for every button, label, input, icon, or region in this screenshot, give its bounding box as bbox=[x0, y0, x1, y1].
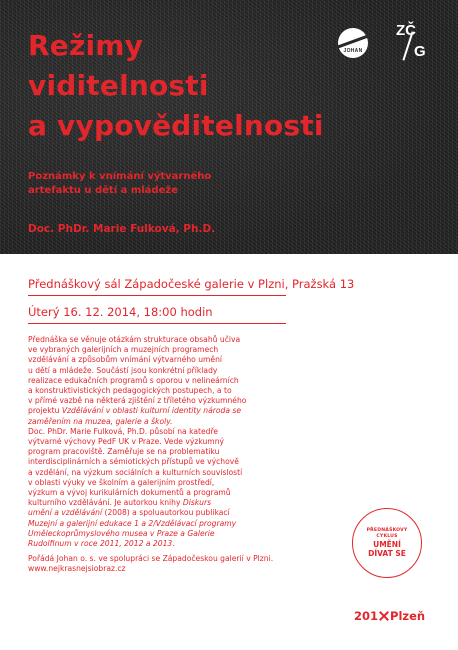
title-line-3: a vypověditelnosti bbox=[28, 109, 324, 142]
event-datetime: Úterý 16. 12. 2014, 18:00 hodin bbox=[28, 305, 213, 319]
project-prefix: projektu bbox=[28, 406, 62, 416]
event-venue: Přednáškový sál Západočeské galerie v Plzni, Pražská 13 bbox=[28, 277, 355, 291]
venue-divider bbox=[28, 295, 286, 296]
body-line: ve vybraných galerijních a muzejních programech bbox=[28, 345, 219, 355]
body-line: u dětí a mládeže. Součástí jsou konkrétní příklady bbox=[28, 365, 218, 375]
plzen-logo-city: Plzeň bbox=[390, 609, 426, 623]
datetime-divider bbox=[28, 323, 286, 324]
johan-logo-slash bbox=[337, 34, 370, 48]
poster-subtitle bbox=[28, 170, 328, 198]
project-title: Vzdělávání v oblasti kulturní identity národa se bbox=[61, 406, 242, 416]
publication-line: Uměleckoprůmyslového musea v Praze a Galerie bbox=[28, 528, 215, 538]
book-rest: (2008) a spoluautorkou publikací bbox=[102, 508, 230, 518]
lecture-series-badge bbox=[352, 508, 422, 578]
body-line: výzkum a vývoj kurikulárních dokumentů a programů bbox=[28, 488, 231, 498]
badge-line-4: DÍVAT SE bbox=[368, 549, 406, 558]
publication-line-last bbox=[28, 539, 328, 549]
badge-line-3: UMĚNÍ bbox=[373, 540, 401, 549]
publication-period: . bbox=[172, 539, 175, 549]
body-line-book bbox=[28, 498, 328, 508]
zcg-logo-bottom: G bbox=[414, 43, 426, 60]
body-line: vzdělávání a způsobům vnímání výtvarného umění bbox=[28, 355, 223, 365]
website-link[interactable]: www.nejkrasnejsiobraz.cz bbox=[28, 564, 126, 574]
title-line-2: viditelnosti bbox=[28, 69, 209, 102]
body-line-project bbox=[28, 406, 328, 416]
plzen-logo-number: 201 bbox=[354, 609, 379, 623]
body-text bbox=[28, 335, 328, 575]
body-line: interdisciplinárních a sémiotických přístupů ve výchově bbox=[28, 457, 239, 467]
body-line-book2 bbox=[28, 508, 328, 518]
body-line: Přednáška se věnuje otázkám strukturace obsahů učiva bbox=[28, 335, 241, 344]
plzen-2015-logo bbox=[354, 609, 425, 623]
subtitle-line-1: Poznámky k vnímání výtvarného bbox=[28, 171, 212, 182]
subtitle-line-2: artefaktu u dětí a mládeže bbox=[28, 185, 178, 196]
body-line: a konstruktivistických pedagogických postupech, a to bbox=[28, 386, 232, 396]
publication-line: Muzejní a galerijní edukace 1 a 2/Vzdělávací programy bbox=[28, 518, 237, 528]
body-line: realizace edukačních programů s oporou v nelineárních bbox=[28, 375, 239, 385]
project-title-end: zaměřením na muzea, galerie a školy. bbox=[28, 416, 173, 426]
body-line: Doc. PhDr. Marie Fulková, Ph.D. působí na katedře bbox=[28, 426, 219, 436]
book-title-end: umění a vzdělávání bbox=[28, 508, 103, 518]
poster-title bbox=[28, 26, 324, 146]
author-name: Doc. PhDr. Marie Fulková, Ph.D. bbox=[28, 223, 216, 235]
badge-line-2: CYKLUS bbox=[376, 534, 398, 539]
body-line: v přímé vazbě na některá zjištění z tříletého výzkumného bbox=[28, 396, 247, 406]
zcg-logo-top: ZČ bbox=[396, 22, 416, 39]
organizer-line: Pořádá Johan o. s. ve spolupráci se Západočeskou galerií v Plzni. bbox=[28, 554, 274, 564]
publication-end: Rudolfinum v roce 2011, 2012 a 2013 bbox=[28, 539, 173, 549]
body-line: program pracoviště. Zaměřuje se na problematiku bbox=[28, 447, 220, 457]
badge-line-1: PŘEDNÁŠKOVÝ bbox=[366, 528, 408, 533]
book-prefix: kulturního vzdělávání. Je autorkou knihy bbox=[28, 498, 183, 508]
zcg-logo-icon bbox=[396, 22, 432, 62]
body-line: a vzdělání, na výzkum sociálních a kulturních souvislostí bbox=[28, 467, 243, 477]
title-line-1: Režimy bbox=[28, 29, 144, 62]
book-title: Diskurs bbox=[182, 498, 212, 508]
body-line: výtvarné výchovy PedF UK v Praze. Vede výzkumný bbox=[28, 437, 225, 447]
johan-logo-text: JOHAN bbox=[343, 48, 363, 54]
header-band bbox=[0, 0, 458, 254]
body-line: v oblasti výuky ve školním a galerijním prostředí, bbox=[28, 477, 215, 487]
cross-icon bbox=[379, 611, 389, 621]
